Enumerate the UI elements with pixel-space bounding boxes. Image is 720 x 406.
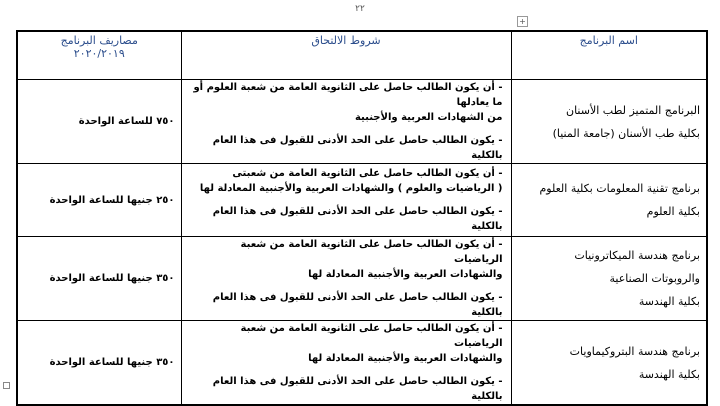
fee-cell: ٣٥٠ جنيها للساعة الواحدة [17, 237, 181, 321]
fee-cell: ٧٥٠ للساعة الواحدة [17, 80, 181, 164]
program-name-line: برنامج هندسة البتروكيماويات [569, 344, 700, 358]
header-fees-title: مصاريف البرنامج [60, 34, 138, 47]
program-name-line: بكلية العلوم [646, 205, 700, 218]
condition-min-score: - يكون الطالب حاصل على الحد الأدنى للقبول فى هذا العام بالكلية [212, 376, 503, 402]
condition-line: - أن يكون الطالب حاصل على الثانوية العامة من شعبة الرياضيات [240, 323, 503, 349]
fee-cell: ٣٥٠ جنيها للساعة الواحدة [17, 321, 181, 406]
program-name-line: بكلية الهندسة [638, 295, 700, 308]
condition-line: - أن يكون الطالب حاصل على الثانوية العامة من شعبتى [232, 168, 503, 179]
program-name-cell [511, 237, 707, 321]
condition-line: والشهادات العربية والأجنبية المعادلة لها [308, 269, 503, 280]
fee-cell: ٢٥٠ جنيها للساعة الواحدة [17, 164, 181, 237]
condition-min-score: - يكون الطالب حاصل على الحد الأدنى للقبول فى هذا العام بالكلية [212, 206, 503, 232]
header-conditions: شروط الالتحاق [181, 31, 511, 80]
program-name-line: برنامج تقنية المعلومات بكلية العلوم [539, 182, 700, 195]
condition-min-score: - يكون الطالب حاصل على الحد الأدنى للقبول فى هذا العام بالكلية [212, 135, 503, 161]
conditions-cell [181, 80, 511, 164]
program-name-line: والروبوتات الصناعية [609, 272, 700, 285]
program-name-line: البرنامج المتميز لطب الأسنان [566, 103, 700, 117]
condition-line: - أن يكون الطالب حاصل على الثانوية العامة من شعبة الرياضيات [240, 239, 503, 265]
table-row [17, 237, 707, 321]
table-row [17, 321, 707, 406]
program-name-cell [511, 164, 707, 237]
table-header-row [17, 31, 707, 80]
header-program-name: اسم البرنامج [511, 31, 707, 80]
program-name-line: بكلية الهندسة [638, 367, 700, 381]
condition-line: - أن يكون الطالب حاصل على الثانوية العامة من شعبة العلوم أو ما يعادلها [193, 82, 503, 108]
table-row [17, 80, 707, 164]
table-move-handle-icon[interactable]: + [517, 16, 528, 27]
condition-line: والشهادات العربية والأجنبية المعادلة لها [308, 353, 503, 364]
condition-min-score: - يكون الطالب حاصل على الحد الأدنى للقبول فى هذا العام بالكلية [212, 292, 503, 318]
condition-line: من الشهادات العربية والأجنبية [354, 112, 503, 123]
programs-table [16, 30, 708, 406]
program-name-line: بكلية طب الأسنان (جامعة المنيا) [552, 126, 700, 140]
header-fees-year: ٢٠٢٠/٢٠١٩ [73, 47, 125, 60]
header-fees [17, 31, 181, 80]
paragraph-end-mark [3, 382, 10, 389]
program-name-cell [511, 321, 707, 406]
program-name-cell [511, 80, 707, 164]
conditions-cell [181, 237, 511, 321]
condition-line: ( الرياضيات والعلوم ) والشهادات العربية والأجنبية المعادلة لها [199, 183, 503, 194]
table-row [17, 164, 707, 237]
program-name-line: برنامج هندسة الميكاترونيات [574, 249, 700, 262]
conditions-cell [181, 321, 511, 406]
page-number: ٢٢ [355, 4, 365, 14]
conditions-cell [181, 164, 511, 237]
